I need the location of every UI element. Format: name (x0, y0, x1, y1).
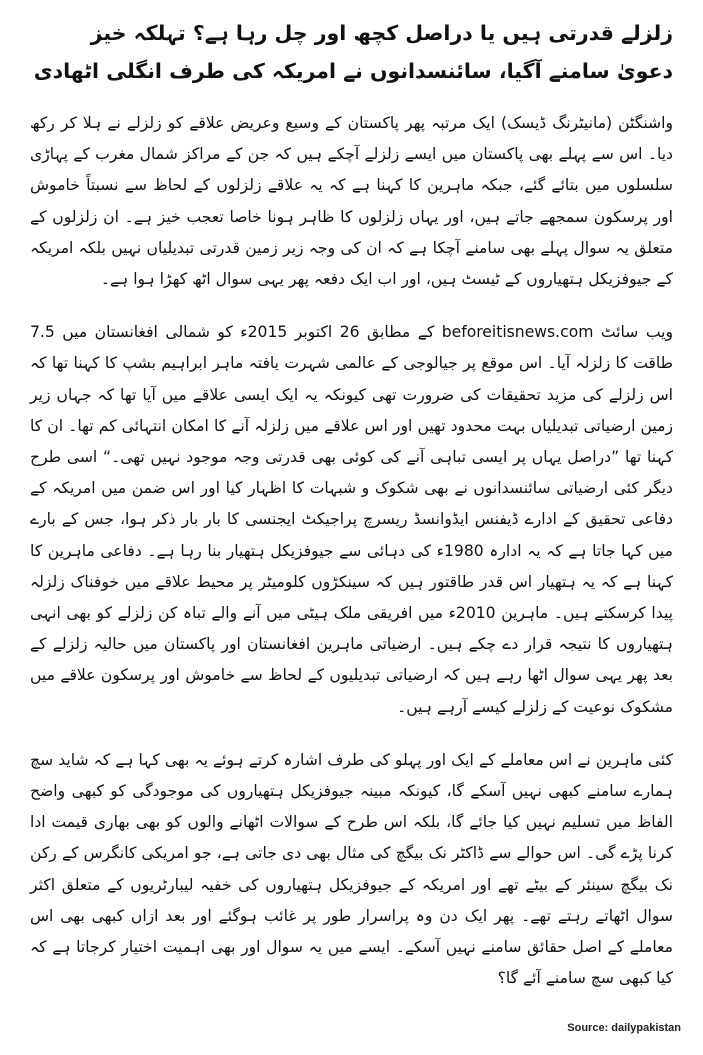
article-paragraph-2: ویب سائٹ beforeitisnews.com کے مطابق 26 اکتوبر 2015ء کو شمالی افغانستان میں 7.5 طاقت کا زلزلہ آیا۔ اس موقع پر جیالوجی کے عالمی شہرت یافتہ ماہر ابراہیم بشپ کا کہنا تھا کہ اس زلزلے کی مزید تحقیقات کی ضرورت تھی کیونکہ یہ ایک ایسی علاقے میں آیا تھا کہ جہاں زیر زمین ارضیاتی تبدیلیاں بہت محدود تھیں اور اس علاقے میں زلزلہ آنے کا امکان انتہائی کم تھا۔ ان کا کہنا تھا ”دراصل یہاں پر ایسی تباہی آنے کی کوئی بھی قدرتی وجہ موجود نہیں تھی۔“ اسی طرح دیگر کئی ارضیاتی سائنسدانوں نے بھی شکوک و شبہات کا اظہار کیا اور اس ضمن میں امریکہ کے دفاعی تحقیق کے ادارے ڈیفنس ایڈوانسڈ ریسرچ پراجیکٹ ایجنسی کا بار بار ذکر ہوا، جس کے بارے میں کہا جاتا ہے کہ یہ ادارہ 1980ء کی دہائی سے جیوفزیکل ہتھیار بنا رہا ہے۔ دفاعی ماہرین کا کہنا ہے کہ یہ ہتھیار اس قدر طاقتور ہیں کہ سینکڑوں کلومیٹر پر محیط علاقے میں خوفناک زلزلہ پیدا کرسکتے ہیں۔ ماہرین 2010ء میں افریقی ملک ہیٹی میں آنے والے تباہ کن زلزلے کو بھی انہی ہتھیاروں کا نتیجہ قرار دے چکے ہیں۔ ارضیاتی ماہرین افغانستان اور پاکستان میں حالیہ زلزلے کے بعد پھر یہی سوال اٹھا رہے ہیں کہ ارضیاتی تبدیلیوں کے لحاظ سے خاموش اور پرسکون علاقے میں مشکوک نوعیت کے زلزلے کیسے آرہے ہیں۔ (30, 323, 674, 716)
article-headline: زلزلے قدرتی ہیں یا دراصل کچھ اور چل رہا ہے؟ تہلکہ خیز دعویٰ سامنے آگیا، سائنسدانوں نے امریکہ کی طرف انگلی اٹھادی (33, 21, 673, 83)
article-paragraph-3: کئی ماہرین نے اس معاملے کے ایک اور پہلو کی طرف اشارہ کرتے ہوئے یہ بھی کہا ہے کہ شاید سچ ہمارے سامنے کبھی نہیں آسکے گا، کیونکہ مبینہ جیوفزیکل ہتھیاروں کی موجودگی کو کبھی واضح الفاظ میں تسلیم نہیں کیا جائے گا، بلکہ اس طرح کے سوالات اٹھانے والوں کو بھی بھاری قیمت ادا کرنا پڑے گی۔ اس حوالے سے ڈاکٹر نک بیگچ کی مثال بھی دی جاتی ہے، جو امریکی کانگرس کے رکن نک بیگچ سینئر کے بیٹے تھے اور امریکہ کے جیوفزیکل ہتھیاروں کی خفیہ لیبارٹریوں کے متعلق اکثر سوال اٹھاتے رہتے تھے۔ پھر ایک دن وہ پراسرار طور پر غائب ہوگئے اور بعد ازاں کبھی بھی اس معاملے کے اصل حقائق سامنے نہیں آسکے۔ ایسے میں یہ سوال اور بھی اہمیت اختیار کرجاتا ہے کہ کیا کبھی سچ سامنے آئے گا؟ (30, 750, 673, 988)
source-credit: Source: dailypakistan (567, 1022, 681, 1034)
article-paragraph-1: واشنگٹن (مانیٹرنگ ڈیسک) ایک مرتبہ پھر پاکستان کے وسیع وعریض علاقے کو زلزلے نے ہلا کر رکھ دیا۔ اس سے پہلے بھی پاکستان میں ایسے زلزلے آچکے ہیں کہ جن کے مراکز شمال مغرب کے پہاڑی سلسلوں میں بتائے گئے، جبکہ ماہرین کا کہنا ہے کہ یہ علاقے زلزلوں کے لحاظ سے نسبتاً خاموش اور پرسکون سمجھے جاتے ہیں، اور یہاں زلزلوں کا ظاہر ہونا خاصا تعجب خیز ہے۔ ان زلزلوں کے متعلق یہ سوال پہلے بھی سامنے آچکا ہے کہ ان کی وجہ زیر زمین قدرتی تبدیلیاں نہیں بلکہ امریکہ کے جیوفزیکل ہتھیاروں کے ٹیسٹ ہیں، اور اب ایک دفعہ پھر یہی سوال اٹھ کھڑا ہوا ہے۔ (30, 114, 673, 289)
